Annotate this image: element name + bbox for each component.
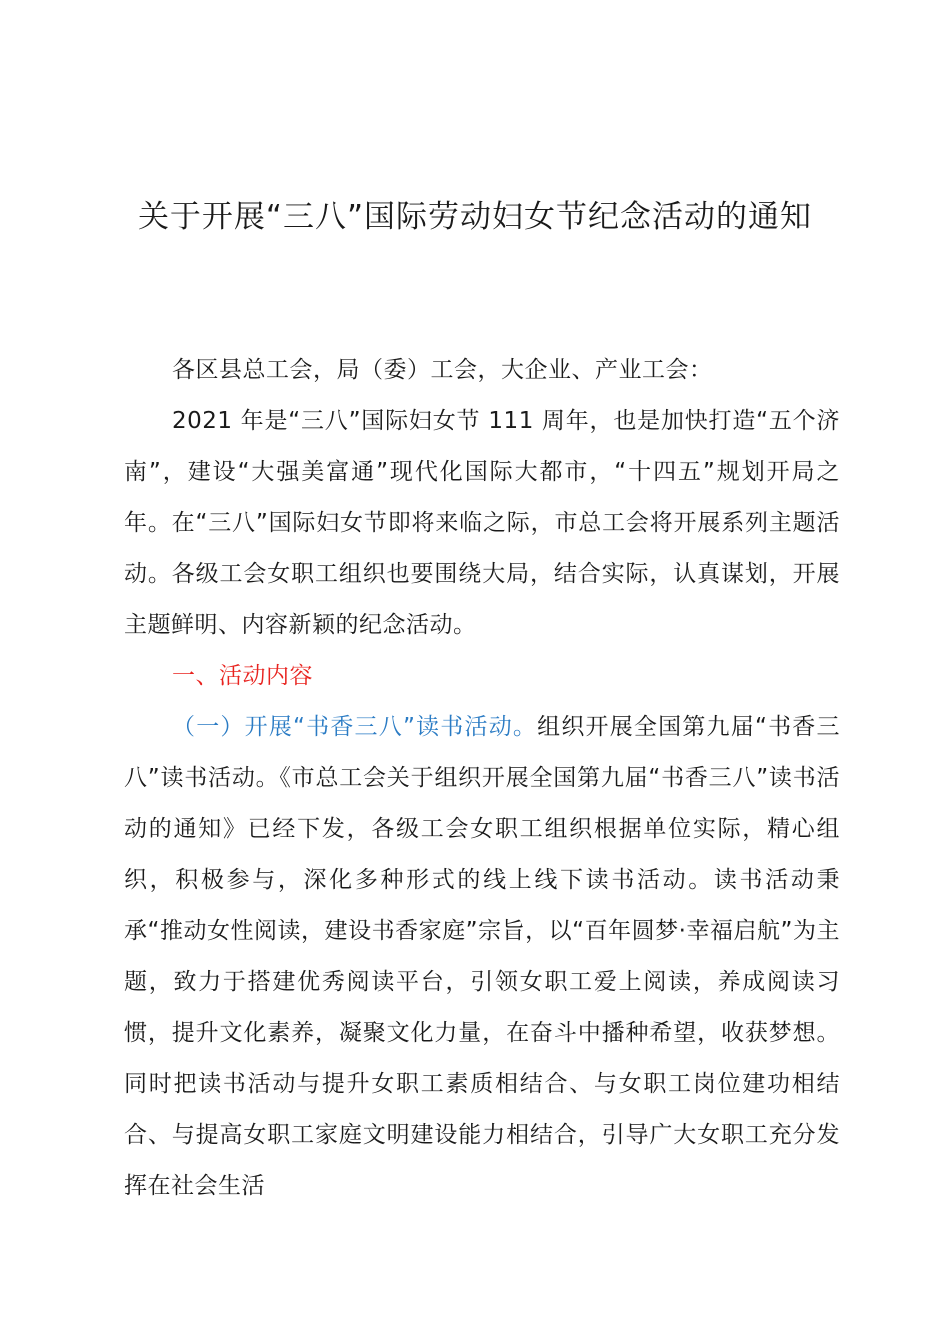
intro-paragraph: 2021 年是“三八”国际妇女节 111 周年，也是加快打造“五个济南”，建设“大强美富通”现代化国际大都市，“十四五”规划开局之年。在“三八”国际妇女节即将来临之际，市总工会将开展系列主题活动。各级工会女职工组织也要围绕大局，结合实际，认真谋划，开展主题鲜明、内容新颖的纪念活动。 [124,408,840,638]
document-body [124,345,840,1212]
subsection-body: 组织开展全国第九届“书香三八”读书活动。《市总工会关于组织开展全国第九届“书香三八”读书活动的通知》已经下发，各级工会女职工组织根据单位实际，精心组织，积极参与，深化多种形式的线上线下读书活动。读书活动秉承“推动女性阅读，建设书香家庭”宗旨，以“百年圆梦·幸福启航”为主题，致力于搭建优秀阅读平台，引领女职工爱上阅读，养成阅读习惯，提升文化素养，凝聚文化力量，在奋斗中播种希望，收获梦想。同时把读书活动与提升女职工素质相结合、与女职工岗位建功相结合、与提高女职工家庭文明建设能力相结合，引导广大女职工充分发挥在社会生活 [124,714,840,1199]
salutation: 各区县总工会，局（委）工会，大企业、产业工会： [172,357,713,383]
subsection-paragraph [124,702,840,1212]
document-title: 关于开展“三八”国际劳动妇女节纪念活动的通知 [137,199,813,235]
subsection-heading: （一）开展“书香三八”读书活动。 [172,714,538,740]
section-heading: 一、活动内容 [172,663,313,689]
